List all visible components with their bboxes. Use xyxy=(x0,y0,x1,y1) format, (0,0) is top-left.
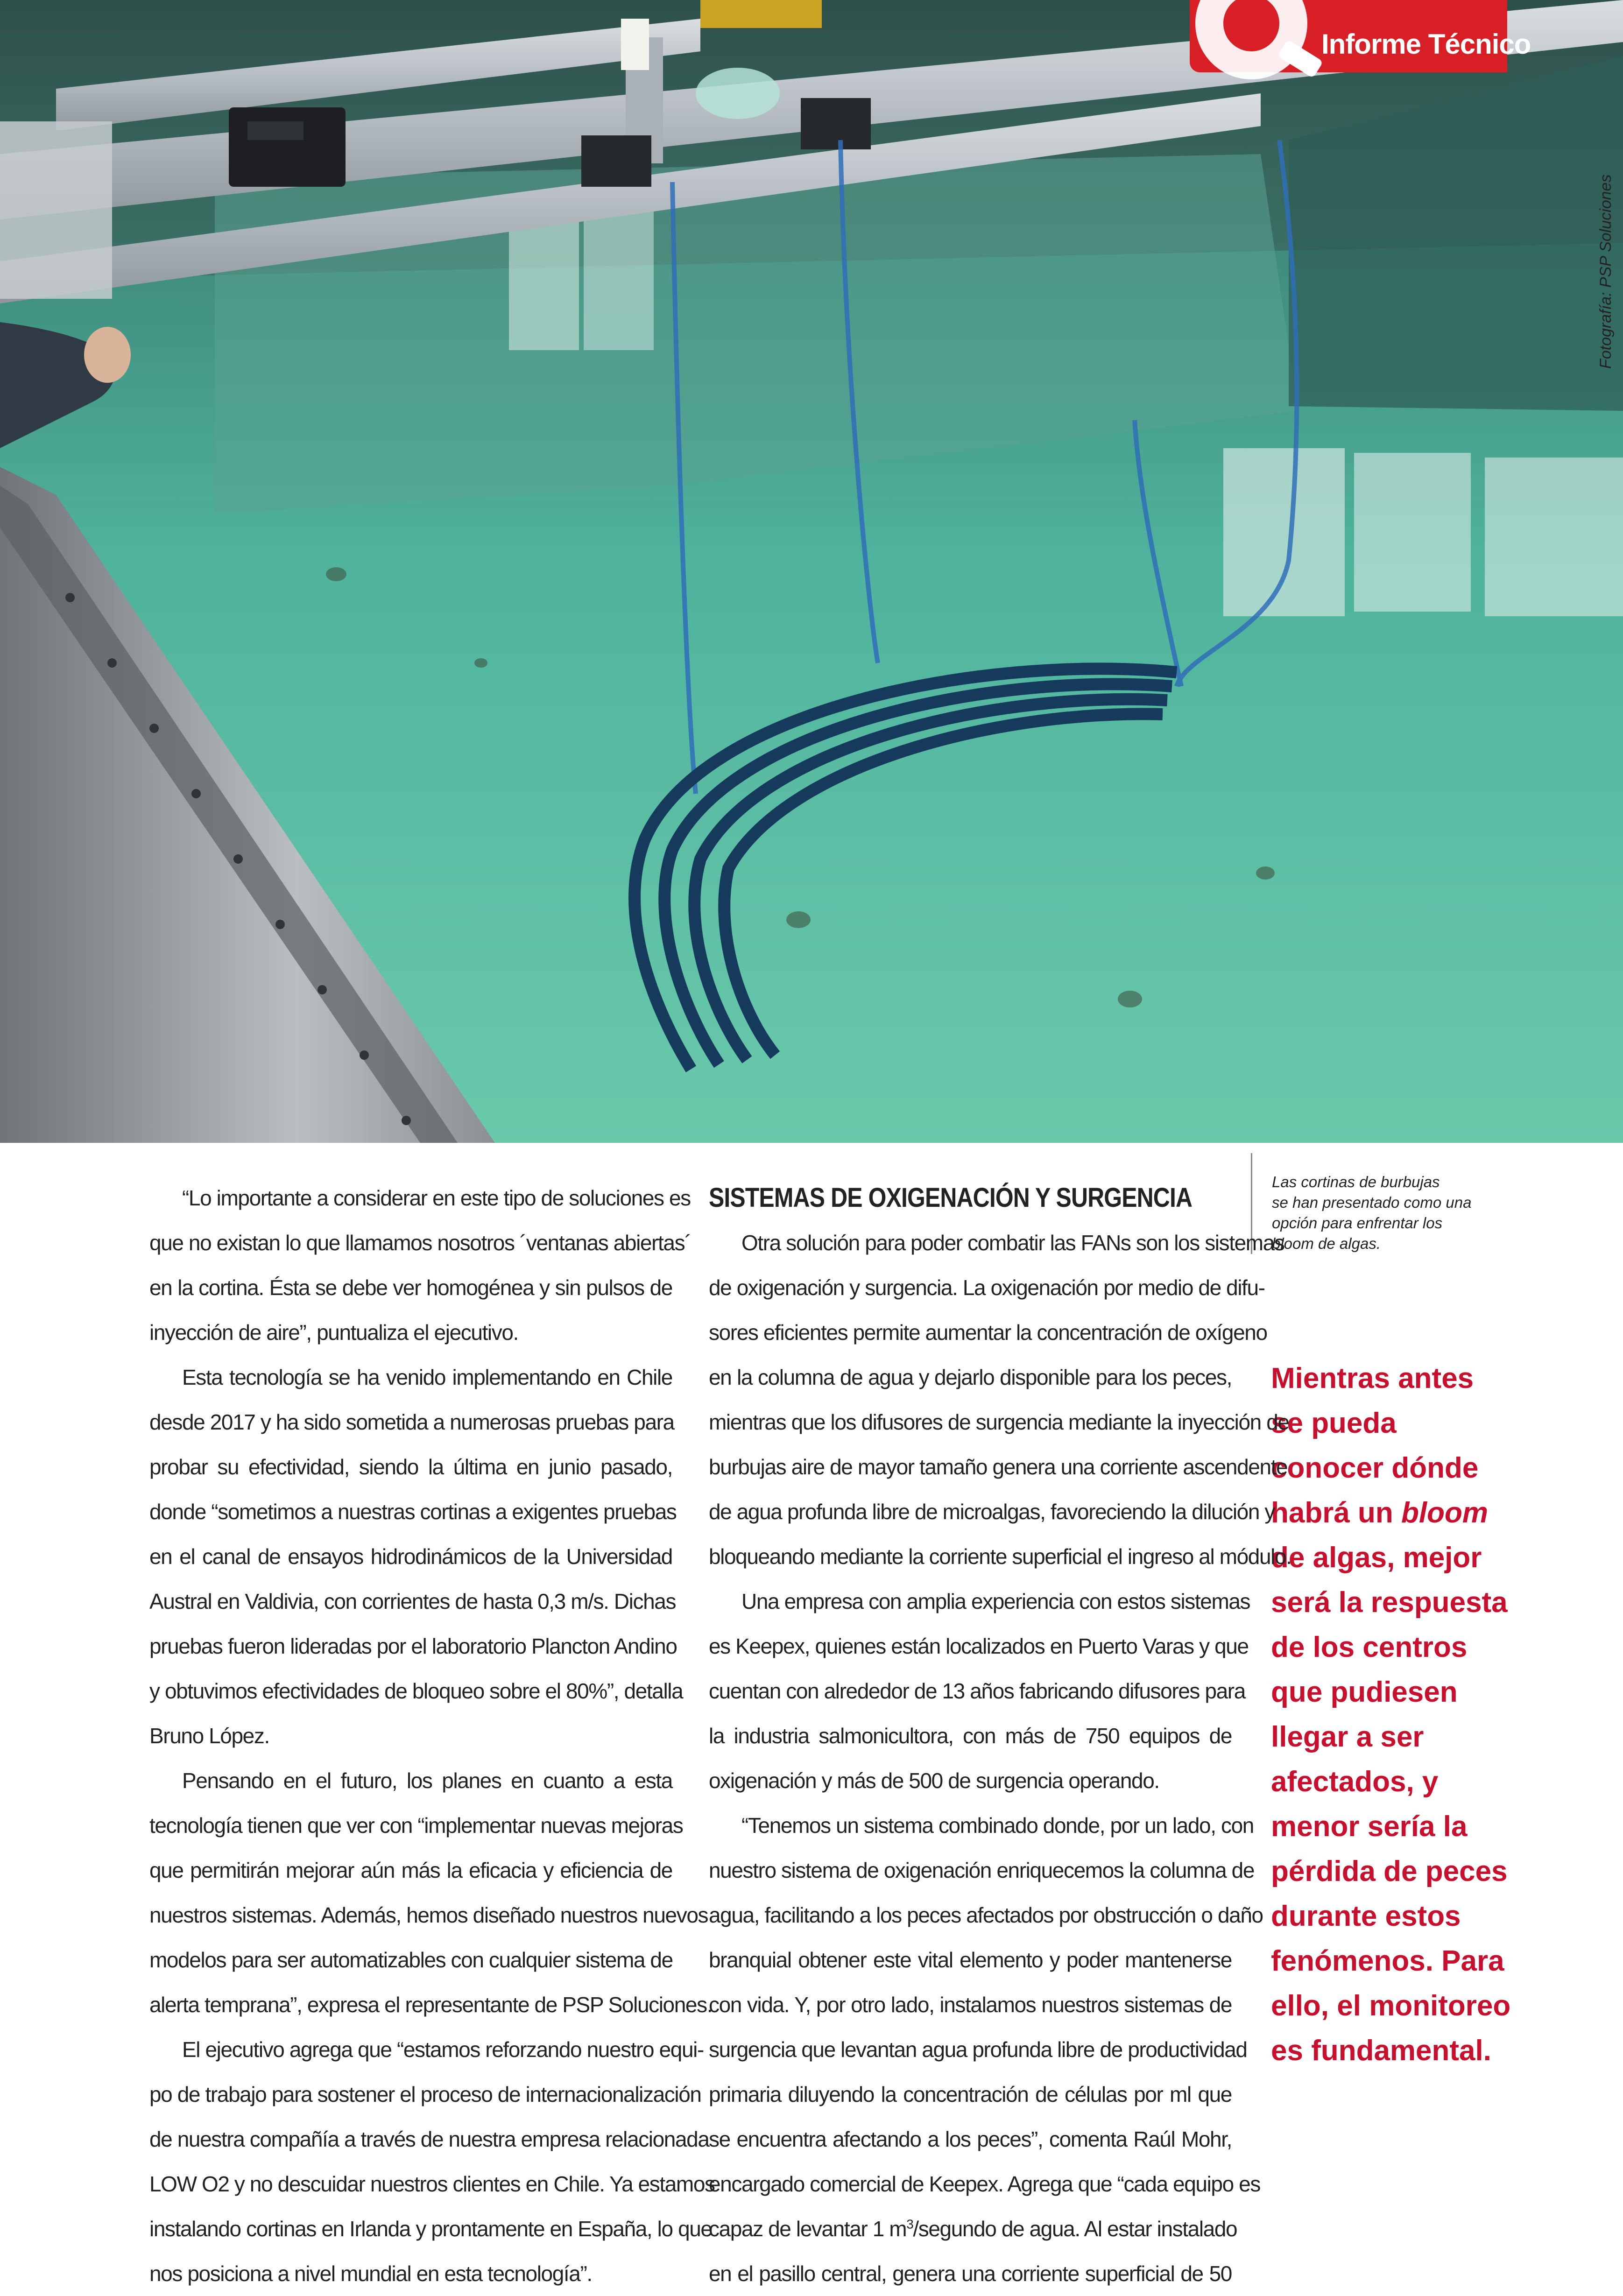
text-line: que no existan lo que llamamos nosotros ´ventanas abiertas´ xyxy=(149,1231,692,1255)
text-line: Otra solución para poder combatir las FANs son los sistemas xyxy=(741,1231,1284,1255)
text-line: Una empresa con amplia experiencia con estos sistemas xyxy=(741,1589,1250,1613)
pullquote-line: pérdida de peces xyxy=(1271,1855,1508,1888)
text-line: encargado comercial de Keepex. Agrega que “cada equipo es xyxy=(709,2172,1260,2196)
text-line: pruebas fueron lideradas por el laboratorio Plancton Andino xyxy=(149,1634,677,1658)
article-photo xyxy=(0,0,1623,1143)
text-line: po de trabajo para sostener el proceso de internacionalización xyxy=(149,2082,701,2106)
text-line: mientras que los difusores de surgencia mediante la inyección de xyxy=(709,1410,1289,1434)
text-line: modelos para ser automatizables con cualquier sistema de xyxy=(149,1948,673,1972)
pullquote-text: habrá un xyxy=(1271,1497,1393,1529)
text-line: la industria salmonicultora, con más de 750 equipos de xyxy=(709,1724,1232,1748)
photo-credit: Fotografía: PSP Soluciones xyxy=(1597,174,1615,369)
text-line: probar su efectividad, siendo la última en junio pasado, xyxy=(149,1455,672,1479)
paragraph xyxy=(709,1803,1263,2296)
text-line: nuestro sistema de oxigenación enriquecemos la columna de xyxy=(709,1858,1255,1882)
pullquote-italic-word: bloom xyxy=(1401,1497,1489,1529)
text-line: de oxigenación y surgencia. La oxigenación por medio de difu- xyxy=(709,1275,1265,1300)
text-line: agua, facilitando a los peces afectados por obstrucción o daño xyxy=(709,1903,1263,1927)
text-line: burbujas aire de mayor tamaño genera una corriente ascendente xyxy=(709,1455,1288,1479)
tank-photo-illustration xyxy=(0,0,1623,1143)
text-line: branquial obtener este vital elemento y poder mantenerse xyxy=(709,1948,1232,1972)
pullquote-line xyxy=(1271,1491,1607,1535)
text-line: Bruno López. xyxy=(149,1724,269,1748)
text-segment: /segundo de agua. Al estar instalado xyxy=(913,2217,1237,2241)
pullquote-line: de los centros xyxy=(1271,1631,1468,1663)
text-line: tecnología tienen que ver con “implementar nuevas mejoras xyxy=(149,1813,683,1838)
text-line: nuestros sistemas. Además, hemos diseñado nuestros nuevos xyxy=(149,1903,708,1927)
text-line: bloqueando mediante la corriente superficial el ingreso al módulo. xyxy=(709,1544,1291,1569)
text-line: Pensando en el futuro, los planes en cuanto a esta xyxy=(182,1768,672,1793)
pull-quote xyxy=(1271,1356,1607,2073)
photo-caption xyxy=(1251,1153,1599,1254)
pullquote-line: Mientras antes xyxy=(1271,1362,1474,1395)
text-line: en la cortina. Ésta se debe ver homogénea y sin pulsos de xyxy=(149,1275,672,1300)
paragraph xyxy=(149,1176,692,1355)
pullquote-line: ello, el monitoreo xyxy=(1271,1990,1511,2022)
superscript: 3 xyxy=(906,2217,913,2232)
text-line: primaria diluyendo la concentración de células por ml que xyxy=(709,2082,1232,2106)
pullquote-line: llegar a ser xyxy=(1271,1721,1424,1753)
paragraph xyxy=(149,1758,713,2027)
text-line: instalando cortinas en Irlanda y prontamente en España, lo que xyxy=(149,2217,712,2241)
caption-line: Las cortinas de burbujas xyxy=(1272,1173,1440,1190)
text-line: “Lo importante a considerar en este tipo de soluciones es xyxy=(182,1186,691,1210)
text-segment: capaz de levantar 1 m xyxy=(709,2217,907,2241)
text-line: sores eficientes permite aumentar la concentración de oxígeno xyxy=(709,1320,1267,1345)
paragraph xyxy=(709,1579,1250,1803)
text-line: cuentan con alrededor de 13 años fabricando difusores para xyxy=(709,1679,1245,1703)
article-column-2 xyxy=(709,1176,1291,2296)
pullquote-line: afectados, y xyxy=(1271,1766,1439,1798)
text-line: se encuentra afectando a los peces”, comenta Raúl Mohr, xyxy=(709,2127,1232,2151)
pullquote-line: se pueda xyxy=(1271,1407,1397,1439)
pullquote-line: menor sería la xyxy=(1271,1810,1468,1843)
pullquote-line: que pudiesen xyxy=(1271,1676,1458,1708)
text-line: donde “sometimos a nuestras cortinas a exigentes pruebas xyxy=(149,1500,677,1524)
text-line: oxigenación y más de 500 de surgencia operando. xyxy=(709,1768,1159,1793)
paragraph xyxy=(709,1220,1291,1579)
text-line: Austral en Valdivia, con corrientes de hasta 0,3 m/s. Dichas xyxy=(149,1589,676,1613)
article-column-1 xyxy=(149,1176,715,2296)
text-line xyxy=(709,2206,1237,2251)
section-heading: SISTEMAS DE OXIGENACIÓN Y SURGENCIA xyxy=(709,1183,1193,1213)
text-line: que permitirán mejorar aún más la eficacia y eficiencia de xyxy=(149,1858,672,1882)
pullquote-line: fenómenos. Para xyxy=(1271,1945,1504,1977)
text-line: alerta temprana”, expresa el representante de PSP Soluciones. xyxy=(149,1993,713,2017)
text-line: inyección de aire”, puntualiza el ejecutivo. xyxy=(149,1320,518,1345)
text-line: en la columna de agua y dejarlo disponible para los peces, xyxy=(709,1365,1232,1389)
text-line: LOW O2 y no descuidar nuestros clientes en Chile. Ya estamos xyxy=(149,2172,715,2196)
text-line: de nuestra compañía a través de nuestra empresa relacionada xyxy=(149,2127,709,2151)
pullquote-line: será la respuesta xyxy=(1271,1586,1508,1619)
pullquote-line: es fundamental. xyxy=(1271,2035,1491,2067)
text-line: en el pasillo central, genera una corriente superficial de 50 xyxy=(709,2261,1232,2286)
caption-line: se han presentado como una xyxy=(1272,1194,1472,1211)
caption-line: bloom de algas. xyxy=(1272,1235,1381,1252)
text-line: desde 2017 y ha sido sometida a numerosas pruebas para xyxy=(149,1410,674,1434)
text-line: en el canal de ensayos hidrodinámicos de la Universidad xyxy=(149,1544,672,1569)
paragraph xyxy=(149,1355,683,1758)
text-line: “Tenemos un sistema combinado donde, por un lado, con xyxy=(741,1813,1254,1838)
text-line: y obtuvimos efectividades de bloqueo sobre el 80%”, detalla xyxy=(149,1679,683,1703)
text-line: El ejecutivo agrega que “estamos reforzando nuestro equi- xyxy=(182,2037,704,2062)
pullquote-line: durante estos xyxy=(1271,1900,1461,1932)
text-line: con vida. Y, por otro lado, instalamos nuestros sistemas de xyxy=(709,1993,1232,2017)
text-line: Esta tecnología se ha venido implementando en Chile xyxy=(182,1365,672,1389)
text-line: surgencia que levantan agua profunda libre de productividad xyxy=(709,2037,1247,2062)
section-label: Informe Técnico xyxy=(1321,28,1531,60)
text-line: es Keepex, quienes están localizados en Puerto Varas y que xyxy=(709,1634,1249,1658)
pullquote-line: conocer dónde xyxy=(1271,1452,1479,1484)
pullquote-line: de algas, mejor xyxy=(1271,1542,1482,1574)
text-line: nos posiciona a nivel mundial en esta tecnología”. xyxy=(149,2261,592,2286)
text-line: de agua profunda libre de microalgas, favoreciendo la dilución y xyxy=(709,1500,1275,1524)
paragraph xyxy=(149,2027,715,2296)
caption-line: opción para enfrentar los xyxy=(1272,1214,1443,1232)
